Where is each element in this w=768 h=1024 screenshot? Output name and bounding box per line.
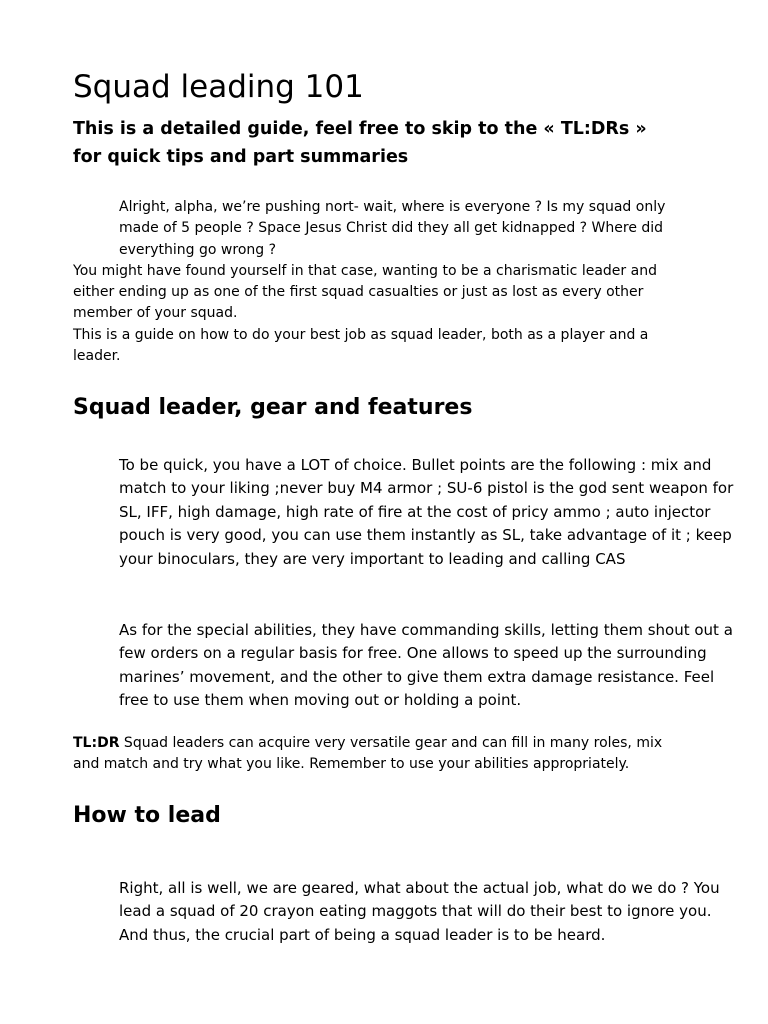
tldr-text: Squad leaders can acquire very versatile gear and can fill in many roles, mix and match and try what you like. Remember to use your abilities appropriately. bbox=[73, 735, 663, 772]
tldr-label: TL:DR bbox=[73, 735, 120, 751]
gear-tldr bbox=[73, 733, 688, 775]
section-heading-gear: Squad leader, gear and features bbox=[73, 395, 473, 420]
intro-section bbox=[73, 197, 688, 367]
intro-paragraph-2: You might have found yourself in that case, wanting to be a charismatic leader and either ending up as one of the first squad casualties or just as lost as every other member of your squad. bbox=[73, 262, 657, 322]
gear-paragraph-2: As for the special abilities, they have commanding skills, letting them shout out a few orders on a regular basis for free. One allows to speed up the surrounding marines’ movement, and the other to give them extra damage resistance. Feel free to use them when moving out or holding a point. bbox=[119, 621, 733, 710]
gear-paragraph-1: To be quick, you have a LOT of choice. Bullet points are the following : mix and match to your liking ;never buy M4 armor ; SU-6 pistol is the god sent weapon for SL, IFF, high damage, high rate of fire at the cost of pricy ammo ; auto injector pouch is very good, you can use them instantly as SL, take advantage of it ; keep your binoculars, they are very important to leading and calling CAS bbox=[119, 456, 734, 568]
lead-paragraph-1: Right, all is well, we are geared, what about the actual job, what do we do ? You lead a squad of 20 crayon eating maggots that will do their best to ignore you. And thus, the crucial part of being a squad leader is to be heard. bbox=[119, 879, 720, 944]
intro-paragraph-1: Alright, alpha, we’re pushing nort- wait, where is everyone ? Is my squad only made of 5 people ? Space Jesus Christ did they all get kidnapped ? Where did everything go wrong ? bbox=[119, 199, 666, 258]
page-title: Squad leading 101 bbox=[73, 69, 364, 105]
section-heading-how-to-lead: How to lead bbox=[73, 803, 221, 828]
intro-paragraph-3: This is a guide on how to do your best job as squad leader, both as a player and a leader. bbox=[73, 326, 649, 365]
page-subtitle: This is a detailed guide, feel free to skip to the « TL:DRs » for quick tips and part summaries bbox=[73, 119, 647, 167]
